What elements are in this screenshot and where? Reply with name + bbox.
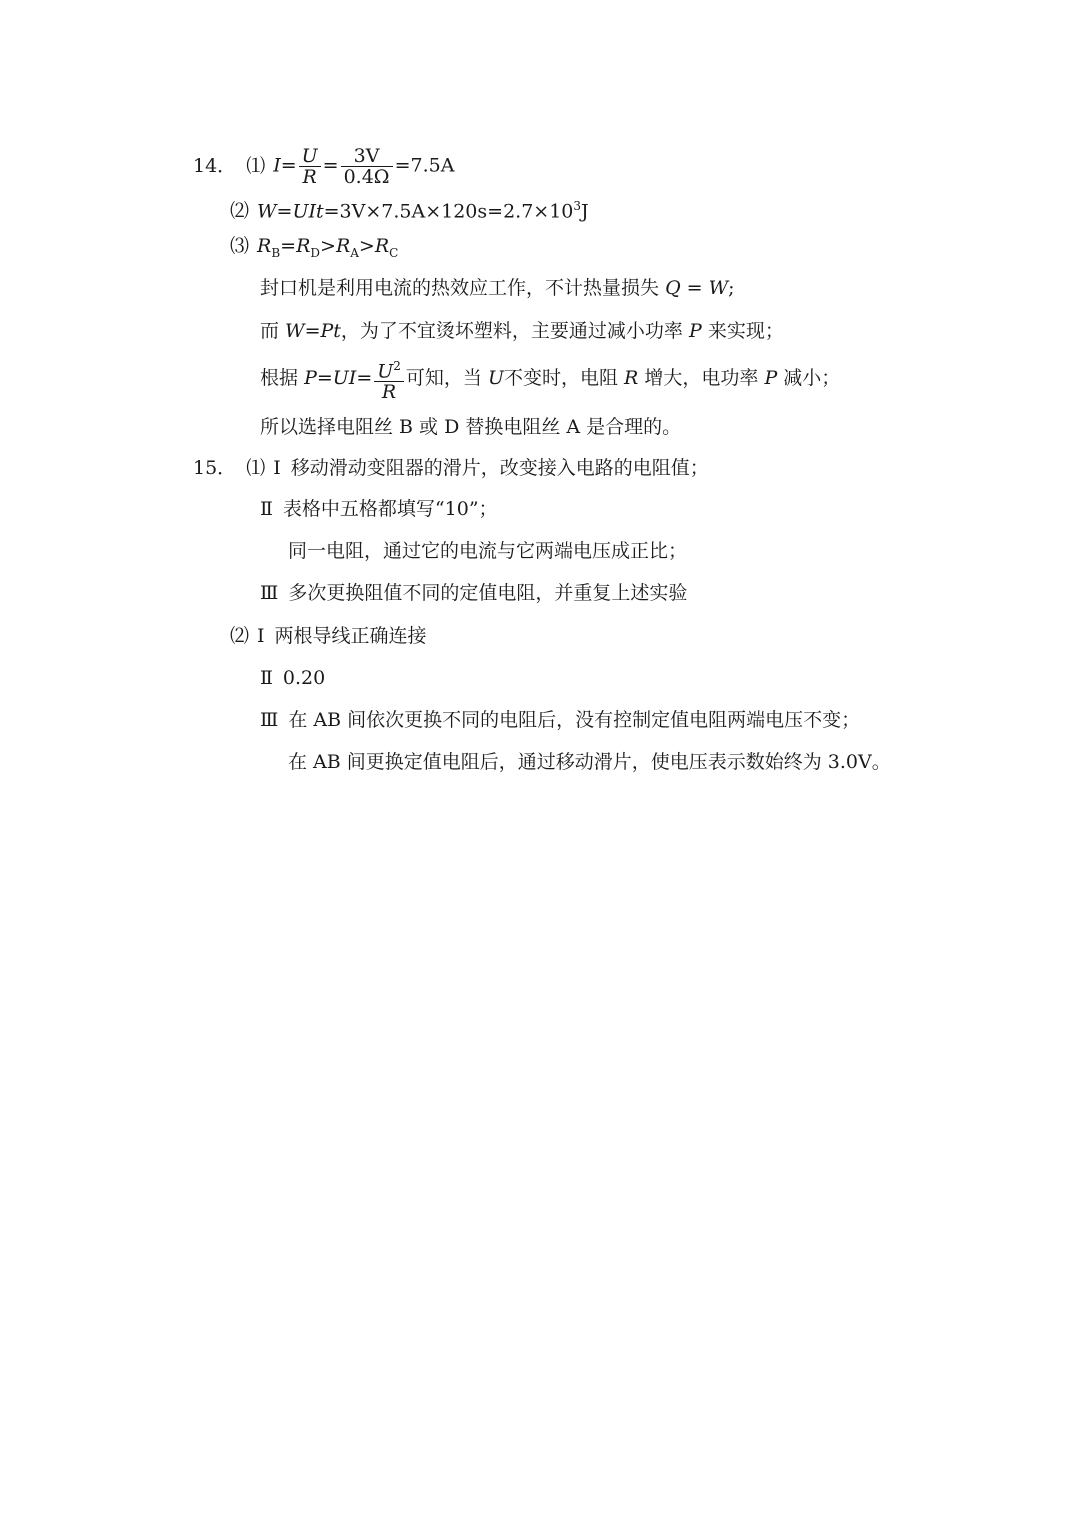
q14-p2-lhs: W <box>257 200 277 223</box>
exponent: 2 <box>393 359 401 373</box>
symbol-p: P <box>764 367 778 390</box>
roman-numeral: Ⅲ <box>260 582 279 604</box>
symbol-u: U <box>487 367 504 390</box>
text: ，为了不宜烫坏塑料，主要通过减小功率 <box>340 320 683 342</box>
q14-p3-line4 <box>260 415 681 439</box>
text: 在 AB 间依次更换不同的电阻后，没有控制定值电阻两端电压不变； <box>288 709 861 731</box>
resistance-subscript: A <box>350 245 359 260</box>
text: 所以选择电阻丝 B 或 D 替换电阻丝 A 是合理的。 <box>260 416 682 438</box>
q14-p2-mid: = <box>276 200 293 223</box>
symbol-p: P <box>688 320 702 342</box>
q14-p1-label: ⑴ <box>246 154 266 177</box>
q15-part2-i <box>230 624 427 648</box>
q15-part2-ii <box>260 666 325 690</box>
q15-part1-i <box>193 456 709 480</box>
symbol-u: U <box>377 360 394 383</box>
resistance-subscript: C <box>389 245 399 260</box>
text: 同一电阻，通过它的电流与它两端电压成正比； <box>288 540 688 562</box>
q14-p1-fraction1 <box>299 146 321 187</box>
text: 而 <box>260 320 286 342</box>
text: 不变时，电阻 <box>503 367 618 390</box>
text: 两根导线正确连接 <box>274 625 427 647</box>
q14-part3 <box>230 234 398 265</box>
q15-part2-iii-line2 <box>288 750 891 774</box>
fraction-numerator: U <box>299 146 321 167</box>
q15-part1-iii <box>260 581 687 605</box>
fraction-numerator <box>374 356 404 382</box>
symbol-ui: UI <box>332 367 357 390</box>
q14-p1-eq: = <box>280 154 297 177</box>
resistance-symbol: R <box>374 235 390 257</box>
roman-numeral: Ⅰ <box>273 457 281 479</box>
fraction-denominator: 0.4Ω <box>343 166 390 188</box>
text: 来实现； <box>701 320 784 342</box>
text: 0.20 <box>282 667 326 689</box>
text: ; <box>728 277 735 299</box>
q14-p3-label: ⑶ <box>230 235 250 257</box>
q15-p2-label: ⑵ <box>230 625 250 647</box>
symbol-w: W <box>708 277 729 299</box>
q14-p3-line1 <box>260 276 735 300</box>
symbol-w: W <box>285 320 305 342</box>
symbol-pt: Pt <box>320 320 341 342</box>
text: 减小； <box>783 367 841 390</box>
q14-p1-fraction2 <box>341 146 393 187</box>
operator: = <box>680 277 709 299</box>
q14-p1-lhs: I <box>273 154 281 177</box>
fraction-numerator: 3V <box>341 146 393 167</box>
symbol-q: Q <box>665 277 681 299</box>
resistance-symbol: R <box>257 235 272 257</box>
q14-p2-exponent: 3 <box>573 199 582 213</box>
fraction-denominator: R <box>381 381 397 404</box>
q14-p2-label: ⑵ <box>230 200 250 223</box>
q15-p1-label: ⑴ <box>246 457 266 479</box>
symbol-p: P <box>304 367 317 390</box>
operator: = <box>356 367 373 390</box>
q15-part1-ii-line2 <box>288 539 687 563</box>
q14-p2-rest: =3V×7.5A×120s=2.7×10 <box>323 200 574 223</box>
q14-part2 <box>230 194 589 223</box>
q14-p1-result: =7.5A <box>394 154 455 177</box>
fraction-denominator: R <box>302 166 317 188</box>
operator: > <box>320 235 336 257</box>
operator: = <box>316 367 333 390</box>
text: 表格中五格都填写“10”； <box>282 498 498 520</box>
q14-p3-line2 <box>260 319 784 343</box>
q14-part1 <box>193 146 454 187</box>
q14-p3-line3 <box>260 356 840 402</box>
text: 移动滑动变阻器的滑片，改变接入电路的电阻值； <box>290 457 709 479</box>
roman-numeral: Ⅰ <box>257 625 265 647</box>
resistance-symbol: R <box>296 235 311 257</box>
resistance-subscript: B <box>271 245 281 260</box>
q15-part1-ii <box>260 497 498 521</box>
text: 可知，当 <box>405 367 482 390</box>
q15-number: 15． <box>193 457 237 479</box>
q14-number: 14． <box>193 154 237 177</box>
q15-part2-iii <box>260 708 860 732</box>
symbol-r: R <box>624 367 639 390</box>
q14-p1-eq2: = <box>322 154 339 177</box>
q14-p2-unit: J <box>581 200 589 223</box>
text: 在 AB 间更换定值电阻后，通过移动滑片，使电压表示数始终为 3.0V。 <box>288 751 891 773</box>
roman-numeral: Ⅱ <box>260 498 273 520</box>
operator: = <box>280 235 297 257</box>
text: 封口机是利用电流的热效应工作，不计热量损失 <box>260 277 660 299</box>
q14-p3-fraction <box>374 356 404 402</box>
text: 多次更换阻值不同的定值电阻，并重复上述实验 <box>288 582 688 604</box>
text: 根据 <box>260 367 299 390</box>
q14-p2-uit: UIt <box>292 200 324 223</box>
operator: = <box>304 320 321 342</box>
text: 增大，电功率 <box>644 367 759 390</box>
resistance-symbol: R <box>335 235 351 257</box>
roman-numeral: Ⅲ <box>260 709 279 731</box>
roman-numeral: Ⅱ <box>260 667 273 689</box>
resistance-subscript: D <box>310 245 321 260</box>
operator: > <box>358 235 375 257</box>
